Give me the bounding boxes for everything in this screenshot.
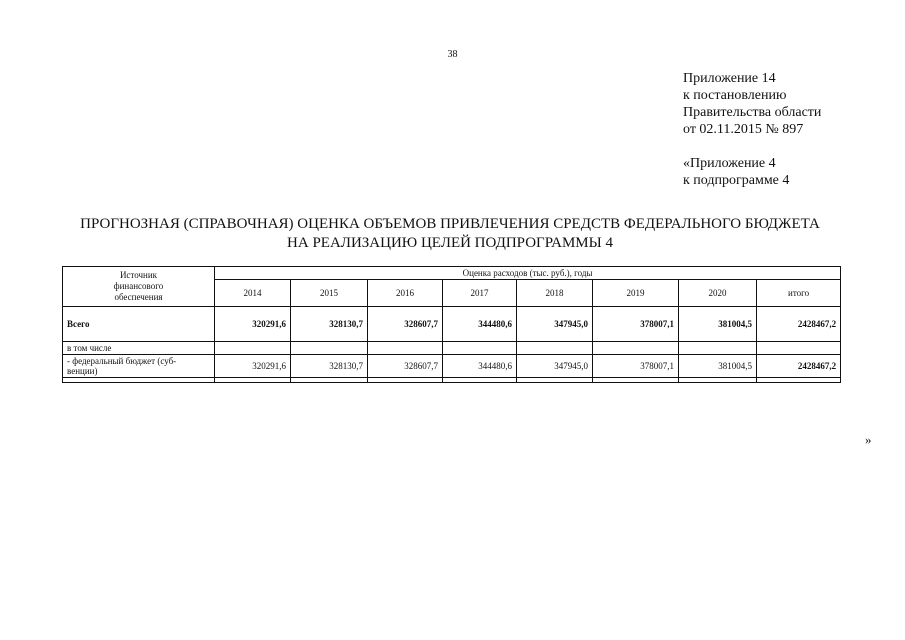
empty-cell <box>757 378 841 383</box>
empty-cell <box>517 342 593 355</box>
empty-cell <box>215 342 291 355</box>
federal-2014: 320291,6 <box>215 355 291 378</box>
year-header-2019: 2019 <box>593 280 679 307</box>
table-row-federal <box>63 355 841 378</box>
empty-cell <box>443 378 517 383</box>
annex-line-2: к постановлению <box>683 88 787 103</box>
total-header: итого <box>757 280 841 307</box>
page-number: 38 <box>447 49 458 60</box>
total-2018: 347945,0 <box>517 307 593 342</box>
source-header-line-3: обеспечения <box>114 292 163 302</box>
source-header-line-1: Источник <box>119 270 158 280</box>
closing-quote: » <box>865 432 872 447</box>
empty-cell <box>368 342 443 355</box>
total-sum: 2428467,2 <box>757 307 841 342</box>
annex-line-6: к подпрограмме 4 <box>683 173 790 188</box>
total-2019: 378007,1 <box>593 307 679 342</box>
annex-line-4: от 02.11.2015 № 897 <box>683 122 804 137</box>
federal-label-line-1: - федеральный бюджет (суб- <box>67 356 177 366</box>
annex-spacer <box>683 138 821 155</box>
source-header-cell <box>63 267 215 307</box>
document-title <box>60 215 840 253</box>
table-row-total <box>63 307 841 342</box>
federal-label <box>63 355 215 378</box>
empty-cell <box>443 342 517 355</box>
total-2020: 381004,5 <box>679 307 757 342</box>
including-label: в том числе <box>63 342 215 355</box>
title-line-1: ПРОГНОЗНАЯ (СПРАВОЧНАЯ) ОЦЕНКА ОБЪЕМОВ ПРИВЛЕЧЕНИЯ СРЕДСТВ ФЕДЕРАЛЬНОГО БЮДЖЕТА <box>80 216 820 232</box>
source-header-line-2: финансового <box>113 281 164 291</box>
federal-2016: 328607,7 <box>368 355 443 378</box>
federal-label-line-2: венции) <box>67 366 98 376</box>
empty-cell <box>593 342 679 355</box>
empty-cell <box>517 378 593 383</box>
annex-block <box>683 70 821 189</box>
federal-sum: 2428467,2 <box>757 355 841 378</box>
annex-line-1: Приложение 14 <box>683 71 776 86</box>
year-header-2014: 2014 <box>215 280 291 307</box>
annex-line-3: Правительства области <box>683 105 822 120</box>
empty-cell <box>368 378 443 383</box>
total-2015: 328130,7 <box>291 307 368 342</box>
total-2017: 344480,6 <box>443 307 517 342</box>
annex-line-5: «Приложение 4 <box>683 156 776 171</box>
empty-cell <box>215 378 291 383</box>
year-header-2015: 2015 <box>291 280 368 307</box>
year-header-2016: 2016 <box>368 280 443 307</box>
table-row-empty <box>63 378 841 383</box>
title-line-2: НА РЕАЛИЗАЦИЮ ЦЕЛЕЙ ПОДПРОГРАММЫ 4 <box>287 235 613 251</box>
empty-cell <box>679 342 757 355</box>
budget-table <box>62 266 841 383</box>
federal-2020: 381004,5 <box>679 355 757 378</box>
expense-group-header: Оценка расходов (тыс. руб.), годы <box>215 267 841 280</box>
federal-2019: 378007,1 <box>593 355 679 378</box>
table-row-including <box>63 342 841 355</box>
federal-2018: 347945,0 <box>517 355 593 378</box>
empty-cell <box>679 378 757 383</box>
empty-cell <box>63 378 215 383</box>
empty-cell <box>291 342 368 355</box>
empty-cell <box>593 378 679 383</box>
empty-cell <box>291 378 368 383</box>
header-row-group <box>63 267 841 280</box>
year-header-2020: 2020 <box>679 280 757 307</box>
empty-cell <box>757 342 841 355</box>
federal-2015: 328130,7 <box>291 355 368 378</box>
year-header-2018: 2018 <box>517 280 593 307</box>
year-header-2017: 2017 <box>443 280 517 307</box>
federal-2017: 344480,6 <box>443 355 517 378</box>
total-label: Всего <box>63 307 215 342</box>
total-2016: 328607,7 <box>368 307 443 342</box>
total-2014: 320291,6 <box>215 307 291 342</box>
